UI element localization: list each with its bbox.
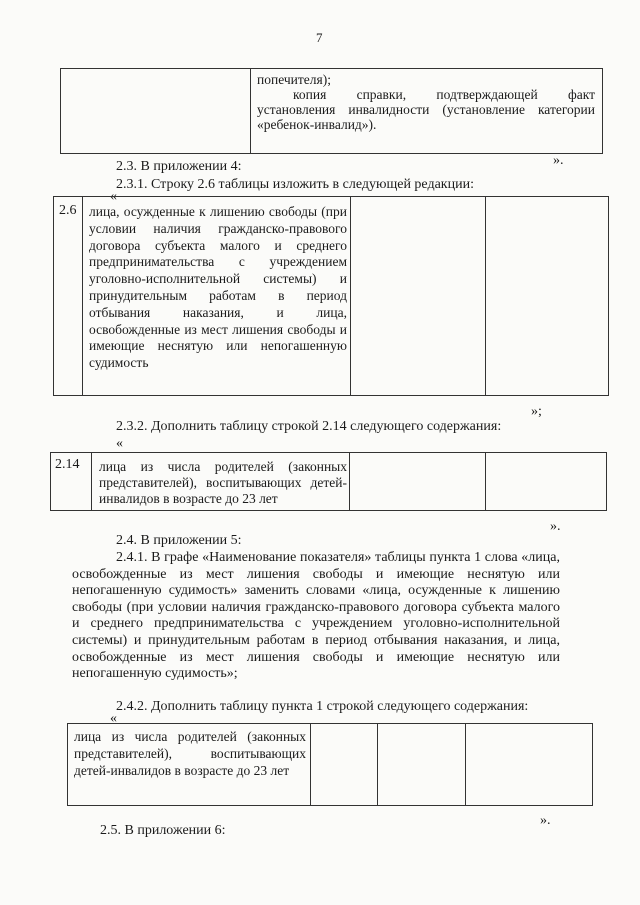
opening-quote-2: « [110,189,117,204]
row-text: лица из числа родителей (законных представителей), воспитывающих детей-инвалидов в возрасте до 23 лет [74,729,306,778]
table1-line-2: копия справки, подтверждающей факт установления инвалидности (установление категории «ребенок-инвалид»). [257,87,595,132]
section-2-3-1: 2.3.1. Строку 2.6 таблицы изложить в следующей редакции: [116,177,474,192]
column-divider [485,453,486,510]
column-divider [465,724,466,805]
section-2-4-1: 2.4.1. В графе «Наименование показателя» таблицы пункта 1 слова «лица, освобожденные из мест лишения свободы и имеющие неснятую или непогашенную судимость» заменить словами «лица, осужденные к лишению свободы (при условии наличия гражданско-правового договора субъекта малого и среднего предпринимательства с учреждением уголовно-исполнительной системы) и принудительным работам в период отбывания наказания, и лица, освобожденные из мест лишения свободы и имеющие неснятую или непогашенную судимость»; [72,550,560,682]
row-text: лица, осужденные к лишению свободы (при условии наличия гражданско-правового договора субъекта малого и среднего предпринимательства с учреждением уголовно-исполнительной системы) и принудительным работам в период отбывания наказания, и лица, освобожденные из мест лишения свободы и имеющие неснятую или непогашенную судимость [89,204,347,371]
opening-quote-3: « [116,436,123,451]
row-text: лица из числа родителей (законных представителей), воспитывающих детей-инвалидов в возрасте до 23 лет [99,459,347,506]
column-divider [377,724,378,805]
section-2-5: 2.5. В приложении 6: [100,823,226,838]
table-row-2-6 [53,196,609,396]
row-number: 2.6 [59,203,77,218]
column-divider [485,197,486,395]
column-divider [250,69,251,153]
column-divider [310,724,311,805]
closing-quote-2: »; [531,404,542,419]
table-fragment-4 [67,723,593,806]
table1-line-1: попечителя); [257,72,331,87]
column-divider [349,453,350,510]
closing-quote-3: ». [550,519,561,534]
closing-quote-1: ». [553,153,564,168]
column-divider [350,197,351,395]
table-fragment-1 [60,68,603,154]
section-2-4: 2.4. В приложении 5: [116,533,242,548]
section-2-3: 2.3. В приложении 4: [116,159,242,174]
page-number: 7 [316,30,323,45]
section-2-3-2: 2.3.2. Дополнить таблицу строкой 2.14 следующего содержания: [116,419,502,434]
column-divider [91,453,92,510]
closing-quote-4: ». [540,813,551,828]
table-row-2-14 [50,452,607,511]
opening-quote-4: « [110,711,117,726]
column-divider [82,197,83,395]
row-number: 2.14 [55,457,80,472]
section-2-4-2: 2.4.2. Дополнить таблицу пункта 1 строкой следующего содержания: [116,699,529,714]
